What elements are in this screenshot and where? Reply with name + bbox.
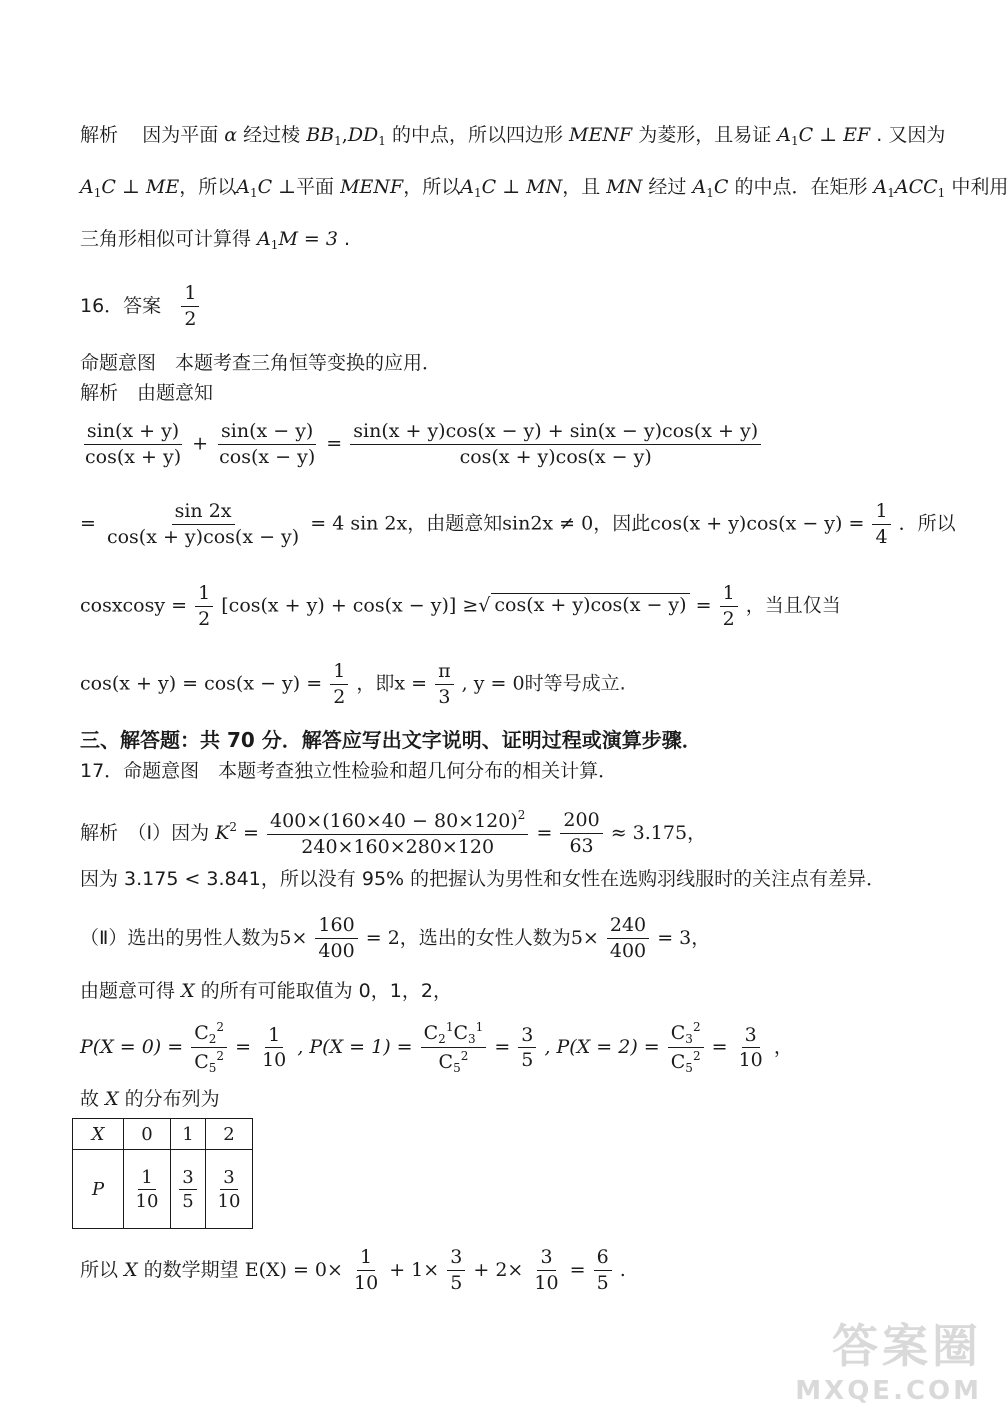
denominator: 2 <box>722 607 735 630</box>
math: A <box>460 176 474 198</box>
watermark-logo <box>795 1310 982 1406</box>
fraction <box>191 1020 227 1076</box>
text: 中利用 <box>951 176 1008 198</box>
subscript: 1 <box>93 186 102 200</box>
numerator: 1 <box>265 1024 283 1049</box>
math: cos(x + y) = cos(x − y) = <box>80 672 323 695</box>
math: 5× <box>279 926 308 949</box>
text: 的数学期望 <box>143 1258 239 1281</box>
fraction <box>351 1246 381 1295</box>
q16-eq3 <box>80 582 841 631</box>
math: X <box>181 980 195 1002</box>
text: ，选出的女性人数为 <box>399 926 571 949</box>
denominator: 10 <box>738 1049 763 1072</box>
superscript: 1 <box>445 1020 454 1034</box>
numerator: 1 <box>181 282 199 307</box>
q17-conclusion: 因为 3.175 < 3.841，所以没有 95% 的把握认为男性和女性在选购羽线服时的关注点有差异． <box>80 868 886 890</box>
operator: = <box>711 1035 728 1058</box>
fraction <box>736 1024 766 1073</box>
text: 三角形相似可计算得 <box>80 228 252 250</box>
numerator: 3 <box>179 1167 196 1190</box>
subscript: 3 <box>685 1032 693 1046</box>
math: , P(X = 2) = <box>544 1035 660 1058</box>
fraction <box>350 420 761 469</box>
table-header-cell: 0 <box>124 1119 171 1150</box>
math: = 4 sin 2x <box>310 512 408 535</box>
q17-intent: 17．命题意图 本题考查独立性检验和超几何分布的相关计算． <box>80 760 618 782</box>
text: 的中点．在矩形 <box>734 176 868 198</box>
subscript: 5 <box>685 1061 693 1076</box>
math: , y = 0 <box>461 672 525 695</box>
math: = 2 <box>365 926 400 949</box>
operator: = <box>494 1035 511 1058</box>
math: = 3， <box>657 926 711 949</box>
text: ，因此 <box>593 512 651 535</box>
numerator <box>668 1020 704 1048</box>
table-row <box>73 1119 253 1150</box>
text: ，即 <box>356 672 395 695</box>
math: X <box>124 1258 138 1281</box>
subscript: 1 <box>270 238 279 252</box>
math: A <box>257 228 271 250</box>
numerator: 1 <box>872 500 890 525</box>
denominator <box>436 1048 472 1075</box>
math: 5× <box>570 926 599 949</box>
answer-label: 16．答案 <box>80 294 162 317</box>
operator: = <box>235 1035 252 1058</box>
math: MENF <box>340 176 404 198</box>
text: 平面 <box>296 176 335 198</box>
superscript: 2 <box>216 1020 225 1034</box>
operator: = <box>569 1258 586 1281</box>
denominator <box>191 1048 227 1075</box>
numerator: 240 <box>607 914 649 939</box>
text: 所以 <box>80 1258 119 1281</box>
numerator: sin(x − y) <box>218 420 316 445</box>
fraction <box>560 809 602 858</box>
table-cell <box>124 1150 171 1229</box>
math: , P(X = 1) = <box>297 1035 413 1058</box>
math: MENF <box>569 124 633 146</box>
fraction <box>435 660 454 709</box>
math: A <box>692 176 707 198</box>
math: A <box>80 176 94 198</box>
math: ACC <box>894 176 938 198</box>
q16-intent: 命题意图 本题考查三角恒等变换的应用． <box>80 352 442 374</box>
denominator: 2 <box>333 685 346 708</box>
fraction <box>607 914 649 963</box>
numerator <box>421 1020 487 1048</box>
math: MN <box>606 176 643 198</box>
denominator: 10 <box>534 1271 559 1294</box>
denominator: 400 <box>609 939 647 962</box>
denominator: cos(x + y)cos(x − y) <box>459 445 652 468</box>
denominator: 240×160×280×120 <box>301 835 495 858</box>
text: 因为平面 <box>142 124 219 146</box>
watermark-url: MXQE.COM <box>795 1376 982 1406</box>
numerator: sin(x + y)cos(x − y) + sin(x − y)cos(x + y) <box>350 420 761 445</box>
numerator: 1 <box>720 582 738 607</box>
fraction <box>195 582 213 631</box>
numerator: 1 <box>357 1246 375 1271</box>
subscript: 1 <box>249 186 258 200</box>
operator: = <box>243 821 259 844</box>
numerator: 6 <box>594 1246 612 1271</box>
subscript: 1 <box>378 134 386 148</box>
math: M = 3 <box>278 228 338 250</box>
text: ， <box>773 1035 793 1058</box>
math: E(X) = 0× <box>244 1258 343 1281</box>
numerator: 3 <box>447 1246 465 1271</box>
denominator: 2 <box>198 607 211 630</box>
math: cosxcosy = <box>80 594 188 617</box>
denominator: 10 <box>353 1271 379 1294</box>
numerator: 3 <box>220 1167 237 1190</box>
denominator: 2 <box>184 307 197 330</box>
denominator: 4 <box>875 525 888 548</box>
c-symbol: C <box>453 1022 468 1044</box>
math: K <box>215 821 230 844</box>
c-symbol: C <box>423 1022 439 1044</box>
subscript: 1 <box>473 186 482 200</box>
table-row <box>73 1150 253 1229</box>
superscript: 2 <box>216 1049 225 1064</box>
math: , <box>341 124 348 146</box>
q17-expectation <box>80 1246 626 1295</box>
subscript: 1 <box>334 134 342 148</box>
q16-answer <box>80 282 201 331</box>
subscript: 5 <box>208 1061 217 1076</box>
fraction <box>872 500 890 549</box>
subscript: 1 <box>706 186 714 200</box>
subscript: 2 <box>208 1032 217 1046</box>
operator: = <box>536 821 553 844</box>
fraction <box>267 808 528 859</box>
subscript: 3 <box>468 1032 476 1046</box>
text: ，由题意知 <box>407 512 503 535</box>
numerator: sin 2x <box>172 500 235 525</box>
numerator: 1 <box>138 1167 155 1190</box>
subscript: 1 <box>937 186 946 200</box>
text: 由题意可得 <box>80 980 176 1002</box>
fraction <box>330 660 348 709</box>
fraction <box>315 914 357 963</box>
superscript: 1 <box>475 1020 484 1034</box>
denominator: 10 <box>217 1190 241 1212</box>
math: [cos(x + y) + cos(x − y)] ≥ <box>221 594 479 617</box>
operator: = <box>326 432 343 455</box>
text: ，当且仅当 <box>745 594 841 617</box>
math: A <box>236 176 250 198</box>
denominator: 400 <box>318 939 355 962</box>
text: ，所以 <box>179 176 237 198</box>
text: 故 <box>80 1088 100 1110</box>
math: A <box>777 124 792 146</box>
label-analysis: 解析 <box>80 124 119 146</box>
math: cos(x + y)cos(x − y) = <box>650 512 865 535</box>
numerator <box>191 1020 227 1048</box>
math: + 2× <box>473 1258 524 1281</box>
fraction <box>531 1246 561 1295</box>
text: 时等号成立. <box>524 672 626 695</box>
denominator: 5 <box>596 1271 609 1294</box>
numerator <box>267 808 528 835</box>
superscript: 2 <box>692 1049 701 1064</box>
fraction <box>518 1024 536 1073</box>
text: . 又因为 <box>876 124 946 146</box>
table-cell: P <box>73 1150 124 1229</box>
sec15-line3 <box>80 228 350 252</box>
superscript: 2 <box>229 819 237 834</box>
c-symbol: C <box>670 1022 686 1044</box>
operator: = <box>80 512 96 535</box>
math: ≈ 3.175， <box>610 821 707 844</box>
fraction <box>259 1024 289 1073</box>
fraction <box>421 1020 487 1076</box>
numerator: sin(x + y) <box>84 420 182 445</box>
math: C ⊥ <box>257 176 297 198</box>
denominator: cos(x + y)cos(x − y) <box>106 525 300 548</box>
math: C ⊥ EF <box>798 124 871 146</box>
table-header-cell: 2 <box>206 1119 253 1150</box>
numerator: π <box>435 660 454 685</box>
q16-eq1 <box>80 420 763 469</box>
distribution-table <box>72 1118 253 1229</box>
math: A <box>873 176 888 198</box>
text: 解析 （Ⅰ）因为 <box>80 821 210 844</box>
text: 为菱形，且易证 <box>638 124 772 146</box>
math: sin2x ≠ 0 <box>502 512 594 535</box>
superscript: 2 <box>460 1049 469 1064</box>
numerator: 1 <box>330 660 348 685</box>
fraction <box>179 1167 196 1212</box>
c-symbol: C <box>194 1051 209 1074</box>
subscript: 1 <box>887 186 895 200</box>
superscript: 2 <box>692 1020 701 1034</box>
fraction <box>133 1167 162 1212</box>
text: ，所以 <box>403 176 461 198</box>
radicand: cos(x + y)cos(x − y) <box>491 593 689 617</box>
math: P(X = 0) = <box>80 1035 184 1058</box>
math: C ⊥ MN <box>481 176 563 198</box>
fraction <box>216 420 318 469</box>
numerator: 3 <box>518 1024 536 1049</box>
q17-part2 <box>80 914 710 963</box>
denominator: cos(x + y) <box>85 445 182 468</box>
numerator: 3 <box>537 1246 555 1271</box>
denominator: cos(x − y) <box>219 445 316 468</box>
subscript: 2 <box>438 1032 446 1046</box>
sqrt-sign: √ <box>478 594 491 617</box>
math-alpha: α <box>224 124 238 146</box>
denominator: 10 <box>135 1190 159 1212</box>
math: BB <box>306 124 335 146</box>
subscript: 1 <box>791 134 799 148</box>
answer-fraction <box>181 282 199 331</box>
q17-dist-label <box>80 1088 220 1111</box>
fraction <box>668 1020 704 1076</box>
denominator: 10 <box>262 1049 287 1072</box>
q16-eq2 <box>80 500 956 549</box>
numerator-text: 400×(160×40 − 80×120) <box>270 810 518 832</box>
text: 的所有可能取值为 0，1，2， <box>200 980 452 1002</box>
denominator: 3 <box>438 685 451 708</box>
denominator: 5 <box>182 1190 194 1212</box>
text: 的分布列为 <box>124 1088 220 1110</box>
q16-analysis-label: 解析 由题意知 <box>80 382 214 404</box>
denominator: 5 <box>521 1049 534 1072</box>
numerator: 200 <box>560 809 602 834</box>
sec15-line2 <box>80 176 1008 200</box>
math: DD <box>347 124 379 146</box>
fraction <box>720 582 738 631</box>
superscript: 2 <box>517 808 526 822</box>
fraction <box>215 1167 244 1212</box>
math: C <box>713 176 729 198</box>
numerator: 3 <box>742 1024 760 1049</box>
subscript: 5 <box>453 1061 461 1076</box>
denominator: 5 <box>450 1271 463 1294</box>
sec15-line1 <box>80 124 945 148</box>
math: C ⊥ ME <box>101 176 180 198</box>
operator: = <box>695 594 712 617</box>
text: ．所以 <box>898 512 956 535</box>
table-cell <box>206 1150 253 1229</box>
section-heading: 三、解答题：共 70 分．解答应写出文字说明、证明过程或演算步骤． <box>80 728 702 752</box>
c-symbol: C <box>194 1022 209 1044</box>
table-header-cell: 1 <box>171 1119 206 1150</box>
q17-values <box>80 980 452 1003</box>
q17-probabilities <box>80 1020 793 1076</box>
text: 经过 <box>648 176 687 198</box>
denominator: 63 <box>569 834 594 857</box>
text: （Ⅱ）选出的男性人数为 <box>80 926 280 949</box>
c-symbol: C <box>438 1051 454 1074</box>
numerator: 1 <box>195 582 213 607</box>
c-symbol: C <box>670 1051 686 1074</box>
fraction <box>594 1246 612 1295</box>
fraction <box>447 1246 465 1295</box>
fraction <box>82 420 184 469</box>
table-header-cell: X <box>73 1119 124 1150</box>
q17-k2 <box>80 808 706 859</box>
text: 的中点，所以四边形 <box>391 124 563 146</box>
math: X <box>105 1088 119 1110</box>
math: + 1× <box>389 1258 440 1281</box>
text: ，且 <box>562 176 601 198</box>
watermark-text: 答案圈 <box>832 1319 982 1373</box>
text: 经过棱 <box>243 124 301 146</box>
operator: + <box>192 432 209 455</box>
numerator: 160 <box>315 914 357 939</box>
q16-eq4 <box>80 660 626 709</box>
text: . <box>619 1258 626 1281</box>
math: x = <box>394 672 428 695</box>
denominator <box>668 1048 704 1075</box>
table-cell <box>171 1150 206 1229</box>
text: . <box>344 228 351 250</box>
fraction <box>104 500 302 549</box>
